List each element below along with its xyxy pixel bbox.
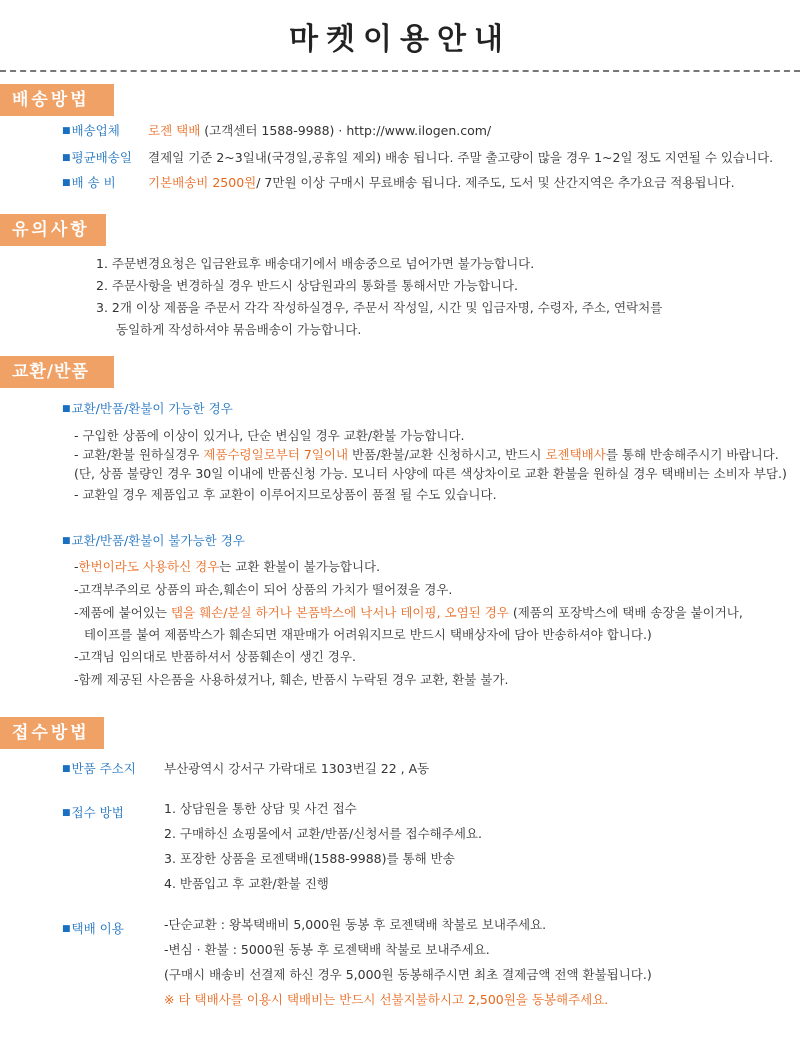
delivery-company-name: 로젠 택배 xyxy=(148,123,201,138)
receipt-courier-note: ※ 타 택배사를 이용시 택배비는 반드시 선불지불하시고 2,500원을 동봉해주세요. xyxy=(164,992,609,1007)
delivery-label-fee: ■배 송 비 xyxy=(62,175,116,190)
exchange-possible-2: - 교환/환불 원하실경우 제품수령일로부터 7일이내 반품/환불/교환 신청하시고, 반드시 로젠택배사를 통해 반송해주시기 바랍니다. xyxy=(74,447,779,462)
receipt-courier-label: ■택배 이용 xyxy=(62,921,124,936)
exchange-impossible-label: ■교환/반품/환불이 불가능한 경우 xyxy=(62,533,245,548)
delivery-days-text: 결제일 기준 2~3일내(국경일,공휴일 제외) 배송 됩니다. 주말 출고량이 많을 경우 1~2일 정도 지연될 수 있습니다. xyxy=(148,150,774,165)
exchange-impossible-5: -고객님 임의대로 반품하셔서 상품훼손이 생긴 경우. xyxy=(74,649,356,664)
receipt-method-1: 1. 상담원을 통한 상담 및 사건 접수 xyxy=(164,801,357,816)
exchange-possible-4: - 교환일 경우 제품입고 후 교환이 이루어지므로상품이 품절 될 수도 있습니다. xyxy=(74,487,497,502)
exchange-impossible-2: -고객부주의로 상품의 파손,훼손이 되어 상품의 가치가 떨어졌을 경우. xyxy=(74,582,453,597)
notice-item-2: 2. 주문사항을 변경하실 경우 반드시 상담원과의 통화를 통해서만 가능합니다. xyxy=(96,278,519,293)
exchange-heading: 교환/반품 xyxy=(0,356,114,388)
delivery-fee-base: 기본배송비 2500원 xyxy=(148,175,257,190)
notice-item-3: 3. 2개 이상 제품을 주문서 각각 작성하실경우, 주문서 작성일, 시간 및 입금자명, 수령자, 주소, 연락처를 xyxy=(96,300,663,315)
receipt-courier-3: (구매시 배송비 선결제 하신 경우 5,000원 동봉해주시면 최초 결제금액 전액 환불됩니다.) xyxy=(164,967,652,982)
receipt-heading: 접수방법 xyxy=(0,717,104,749)
delivery-label-days: ■평균배송일 xyxy=(62,150,132,165)
delivery-row-company xyxy=(62,122,491,140)
receipt-method-3: 3. 포장한 상품을 로젠택배(1588-9988)를 통해 반송 xyxy=(164,851,455,866)
exchange-impossible-4: 테이프를 붙여 제품박스가 훼손되면 재판매가 어려워지므로 반드시 택배상자에 담아 반송하셔야 합니다.) xyxy=(84,627,652,642)
delivery-row-days xyxy=(62,149,773,167)
delivery-heading: 배송방법 xyxy=(0,84,114,116)
delivery-company-info: (고객센터 1588-9988) · http://www.ilogen.com/ xyxy=(200,123,492,138)
delivery-row-fee xyxy=(62,174,735,192)
exchange-possible-label: ■교환/반품/환불이 가능한 경우 xyxy=(62,401,233,416)
receipt-address: 부산광역시 강서구 가락대로 1303번길 22 , A동 xyxy=(164,761,430,776)
receipt-method-label: ■접수 방법 xyxy=(62,805,124,820)
page-title: 마켓이용안내 xyxy=(289,22,511,57)
exchange-possible-1: - 구입한 상품에 이상이 있거나, 단순 변심일 경우 교환/환불 가능합니다. xyxy=(74,428,465,443)
delivery-label-company: ■배송업체 xyxy=(62,123,120,138)
exchange-impossible-3: -제품에 붙어있는 탭을 훼손/분실 하거나 본품박스에 낙서나 테이핑, 오염된 경우 (제품의 포장박스에 택배 송장을 붙이거나, xyxy=(74,605,743,620)
receipt-method-2: 2. 구매하신 쇼핑몰에서 교환/반품/신청서를 접수해주세요. xyxy=(164,826,482,841)
delivery-fee-text: / 7만원 이상 구매시 무료배송 됩니다. 제주도, 도서 및 산간지역은 추가요금 적용됩니다. xyxy=(256,175,735,190)
receipt-courier-1: -단순교환 : 왕복택배비 5,000원 동봉 후 로젠택배 착불로 보내주세요. xyxy=(164,917,547,932)
receipt-address-label: ■반품 주소지 xyxy=(62,761,136,776)
exchange-impossible-1: -한번이라도 사용하신 경우는 교환 환불이 불가능합니다. xyxy=(74,559,381,574)
exchange-impossible-6: -함께 제공된 사은품을 사용하셨거나, 훼손, 반품시 누락된 경우 교환, 환불 불가. xyxy=(74,672,509,687)
exchange-possible-3: (단, 상품 불량인 경우 30일 이내에 반품신청 가능. 모니터 사양에 따른 색상차이로 교환 환불을 원하실 경우 택배비는 소비자 부담.) xyxy=(74,466,787,481)
notice-item-1: 1. 주문변경요청은 입금완료후 배송대기에서 배송중으로 넘어가면 불가능합니다. xyxy=(96,256,535,271)
dashed-divider xyxy=(0,70,800,72)
receipt-courier-2: -변심 · 환불 : 5000원 동봉 후 로젠택배 착불로 보내주세요. xyxy=(164,942,490,957)
notice-item-3-cont: 동일하게 작성하셔야 묶음배송이 가능합니다. xyxy=(116,322,362,337)
notice-heading: 유의사항 xyxy=(0,214,106,246)
receipt-method-4: 4. 반품입고 후 교환/환불 진행 xyxy=(164,876,329,891)
